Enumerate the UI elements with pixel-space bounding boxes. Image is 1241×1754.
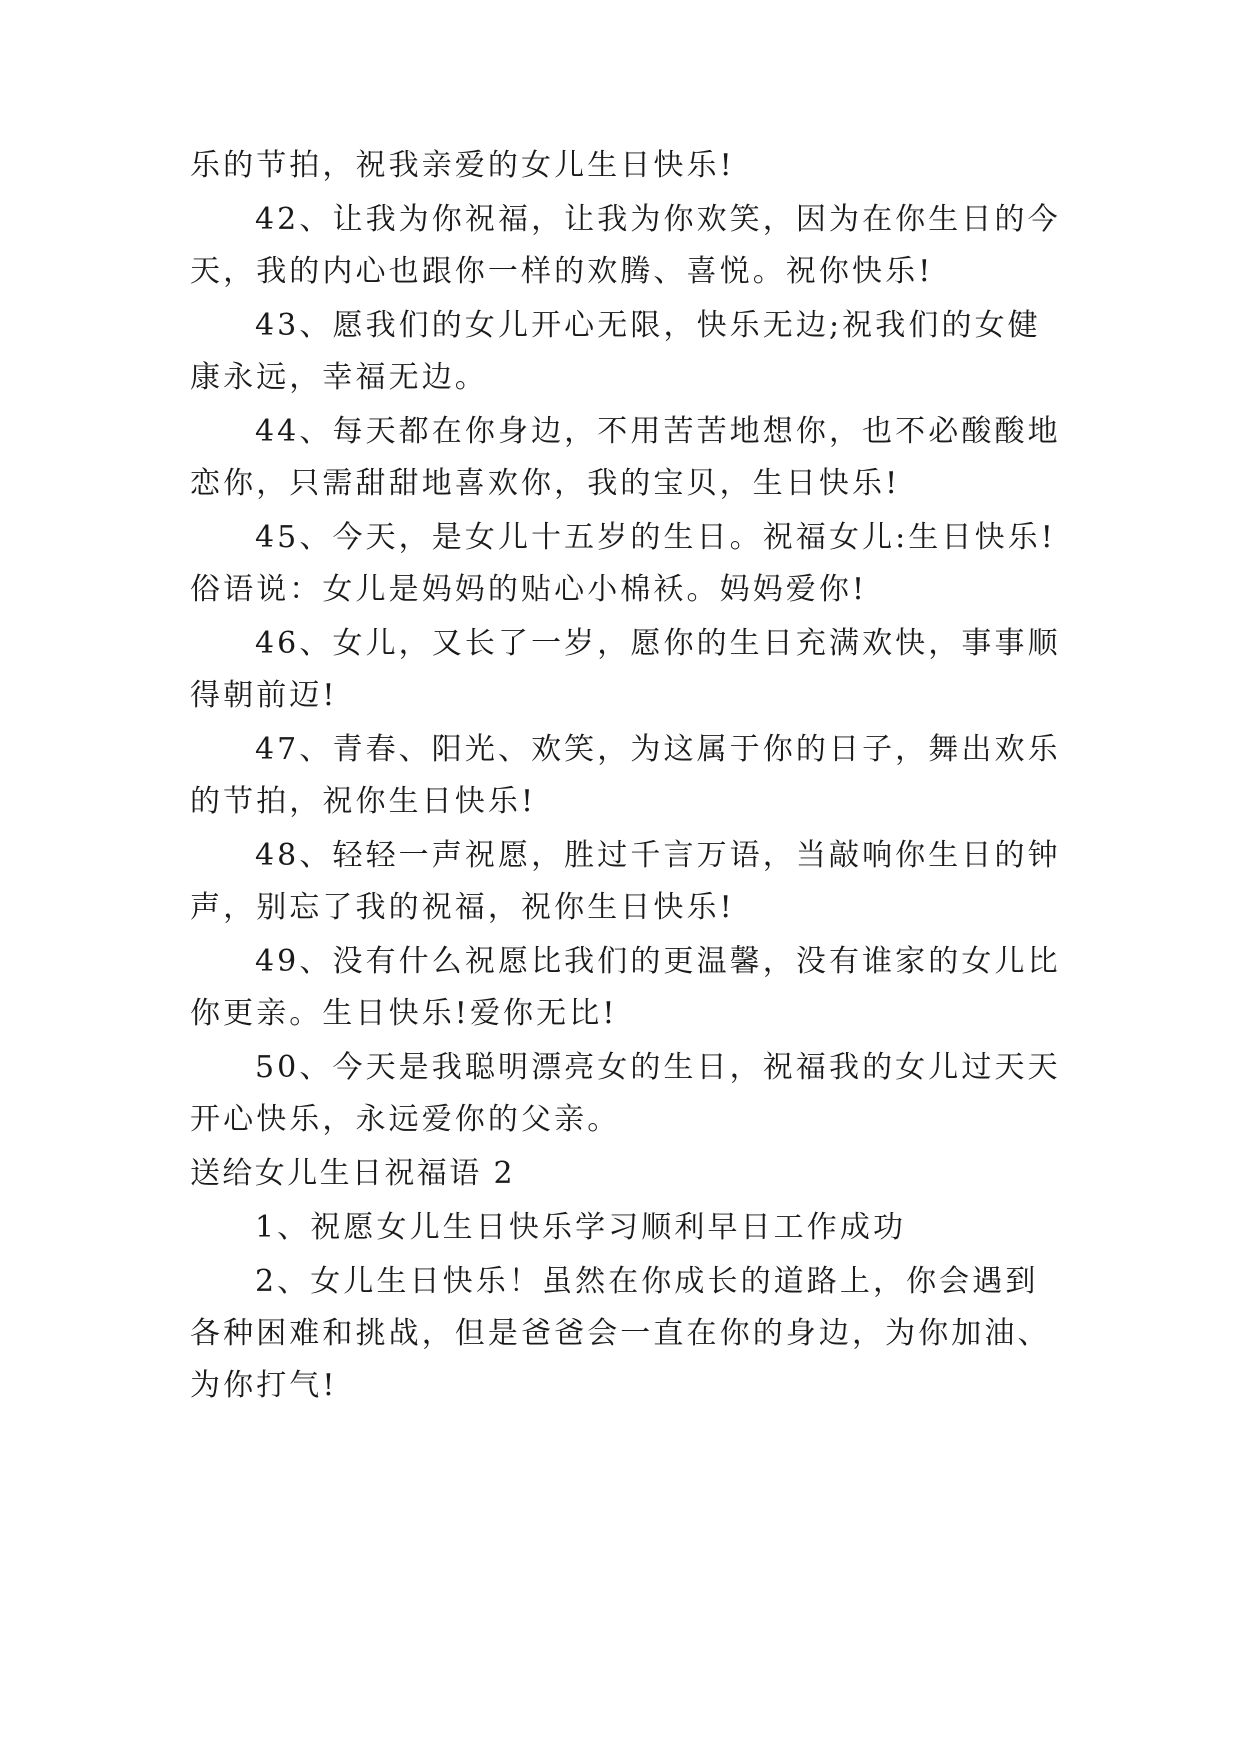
wish-42-line-1: 42、让我为你祝福，让我为你欢笑，因为在你生日的今 xyxy=(255,202,1061,237)
section2-wish-2-line-3: 为你打气! xyxy=(190,1368,338,1403)
wish-44-line-2: 恋你，只需甜甜地喜欢你，我的宝贝，生日快乐! xyxy=(190,466,901,501)
wish-43-line-2: 康永远，幸福无边。 xyxy=(190,360,488,395)
section-heading: 送给女儿生日祝福语 2 xyxy=(190,1156,516,1191)
wish-49-line-2: 你更亲。生日快乐!爱你无比! xyxy=(190,996,618,1031)
wish-44-line-1: 44、每天都在你身边，不用苦苦地想你，也不必酸酸地 xyxy=(255,414,1061,449)
wish-50-line-2: 开心快乐，永远爱你的父亲。 xyxy=(190,1102,621,1137)
section2-wish-1: 1、祝愿女儿生日快乐学习顺利早日工作成功 xyxy=(255,1210,907,1245)
wish-47-line-2: 的节拍，祝你生日快乐! xyxy=(190,784,537,819)
wish-48-line-1: 48、轻轻一声祝愿，胜过千言万语，当敲响你生日的钟 xyxy=(255,838,1061,873)
wish-49-line-1: 49、没有什么祝愿比我们的更温馨，没有谁家的女儿比 xyxy=(255,944,1061,979)
text-line-41-end: 乐的节拍，祝我亲爱的女儿生日快乐! xyxy=(190,148,735,183)
wish-43-line-1: 43、愿我们的女儿开心无限，快乐无边;祝我们的女健 xyxy=(255,308,1041,343)
section2-wish-2-line-2: 各种困难和挑战，但是爸爸会一直在你的身边，为你加油、 xyxy=(190,1316,1051,1351)
wish-47-line-1: 47、青春、阳光、欢笑，为这属于你的日子，舞出欢乐 xyxy=(255,732,1061,767)
wish-46-line-1: 46、女儿，又长了一岁，愿你的生日充满欢快，事事顺 xyxy=(255,626,1061,661)
wish-45-line-2: 俗语说：女儿是妈妈的贴心小棉袄。妈妈爱你! xyxy=(190,572,868,607)
wish-42-line-2: 天，我的内心也跟你一样的欢腾、喜悦。祝你快乐! xyxy=(190,254,934,289)
wish-50-line-1: 50、今天是我聪明漂亮女的生日，祝福我的女儿过天天 xyxy=(255,1050,1061,1085)
section2-wish-2-line-1: 2、女儿生日快乐！虽然在你成长的道路上，你会遇到 xyxy=(255,1264,1039,1299)
wish-48-line-2: 声，别忘了我的祝福，祝你生日快乐! xyxy=(190,890,735,925)
wish-46-line-2: 得朝前迈! xyxy=(190,678,338,713)
wish-45-line-1: 45、今天，是女儿十五岁的生日。祝福女儿:生日快乐! xyxy=(255,520,1056,555)
